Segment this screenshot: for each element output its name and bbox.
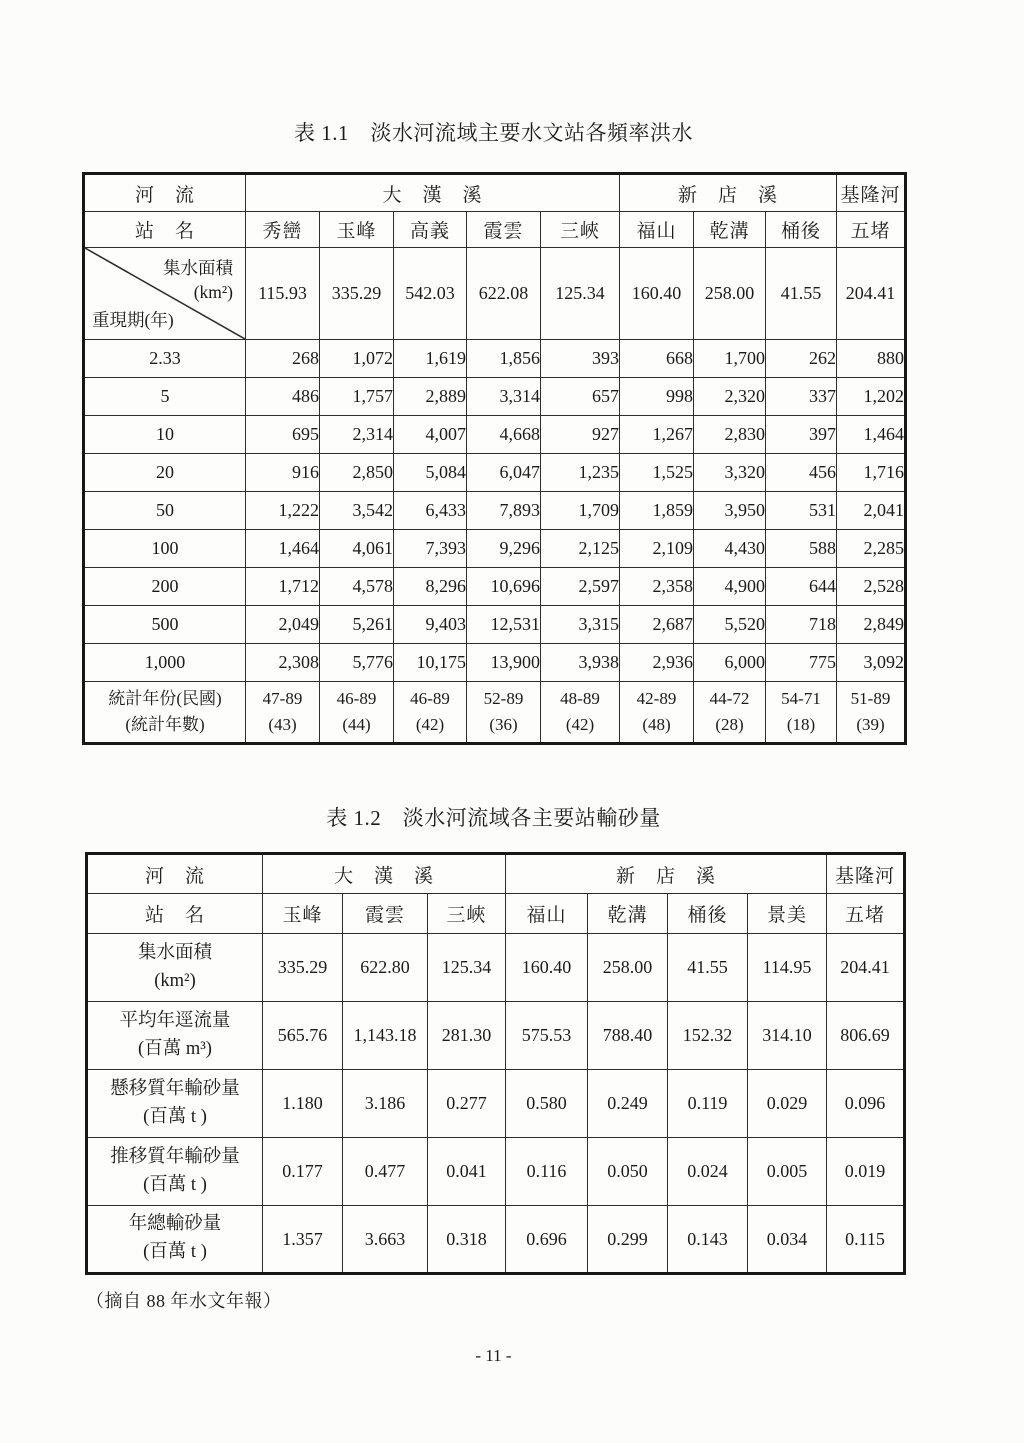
table1-return-period: 100 — [84, 530, 246, 568]
table1-area-value: 204.41 — [837, 248, 906, 340]
table1-flood-value: 2,308 — [246, 644, 320, 682]
table1-flood-value: 1,856 — [467, 340, 541, 378]
table2-value: 0.050 — [588, 1138, 668, 1206]
table1-station: 霞雲 — [467, 212, 541, 248]
table1-stats-cell — [320, 682, 394, 744]
table2-row-label — [87, 934, 263, 1002]
table1-station: 乾溝 — [694, 212, 766, 248]
table2-value: 152.32 — [668, 1002, 748, 1070]
table1-station: 玉峰 — [320, 212, 394, 248]
flood-frequency-table — [82, 172, 907, 745]
table1-flood-value: 2,125 — [541, 530, 620, 568]
table1-flood-value: 5,084 — [394, 454, 467, 492]
table1-data-row — [84, 644, 906, 682]
table1-station: 福山 — [620, 212, 694, 248]
table2-station-header: 站 名 — [87, 894, 263, 934]
table1-area-value: 622.08 — [467, 248, 541, 340]
table2-river-row — [87, 854, 905, 894]
table1-flood-value: 5,776 — [320, 644, 394, 682]
table1-stats-label — [84, 682, 246, 744]
table2-value: 622.80 — [343, 934, 428, 1002]
table1-flood-value: 2,109 — [620, 530, 694, 568]
table2-station: 乾溝 — [588, 894, 668, 934]
table2-row-label — [87, 1002, 263, 1070]
table1-data-row — [84, 340, 906, 378]
table1-flood-value: 2,041 — [837, 492, 906, 530]
table2-value: 314.10 — [748, 1002, 827, 1070]
table1-flood-value: 1,716 — [837, 454, 906, 492]
table1-flood-value: 3,315 — [541, 606, 620, 644]
table2-data-row — [87, 1002, 905, 1070]
table2-value: 0.277 — [428, 1070, 506, 1138]
table1-return-period: 50 — [84, 492, 246, 530]
table2-data-row — [87, 1206, 905, 1274]
table2-station: 景美 — [748, 894, 827, 934]
table1-flood-value: 2,049 — [246, 606, 320, 644]
table1-flood-value: 2,850 — [320, 454, 394, 492]
stats-years: 52-89 — [483, 688, 524, 708]
table1-area-value: 160.40 — [620, 248, 694, 340]
table1-flood-value: 13,900 — [467, 644, 541, 682]
table2-data-row — [87, 1070, 905, 1138]
table1-station: 五堵 — [837, 212, 906, 248]
table1-flood-value: 2,687 — [620, 606, 694, 644]
table1-data-row — [84, 416, 906, 454]
row-label-line2: (km²) — [154, 970, 196, 991]
table2-value: 335.29 — [263, 934, 343, 1002]
table2-value: 0.024 — [668, 1138, 748, 1206]
table2-value: 258.00 — [588, 934, 668, 1002]
table1-stats-cell — [694, 682, 766, 744]
table2-station: 桶後 — [668, 894, 748, 934]
table1-station: 三峽 — [541, 212, 620, 248]
table1-flood-value: 1,222 — [246, 492, 320, 530]
table2-station: 玉峰 — [263, 894, 343, 934]
table1-flood-value: 1,709 — [541, 492, 620, 530]
table1-flood-value: 1,757 — [320, 378, 394, 416]
table1-flood-value: 2,314 — [320, 416, 394, 454]
table1-flood-value: 4,668 — [467, 416, 541, 454]
table1-river-group-xindian: 新 店 溪 — [620, 174, 837, 212]
table1-flood-value: 6,000 — [694, 644, 766, 682]
table1-flood-value: 668 — [620, 340, 694, 378]
table1-return-period: 200 — [84, 568, 246, 606]
table1-stats-cell — [766, 682, 837, 744]
table1-stats-cell — [246, 682, 320, 744]
table1-flood-value: 2,358 — [620, 568, 694, 606]
table1-flood-value: 2,830 — [694, 416, 766, 454]
table2-value: 1,143.18 — [343, 1002, 428, 1070]
table1-flood-value: 644 — [766, 568, 837, 606]
row-label-line1: 推移質年輸砂量 — [110, 1146, 240, 1167]
table1-flood-value: 998 — [620, 378, 694, 416]
table1-flood-value: 5,520 — [694, 606, 766, 644]
table2-value: 125.34 — [428, 934, 506, 1002]
table2-data-row — [87, 934, 905, 1002]
table2-value: 575.53 — [506, 1002, 588, 1070]
table1-return-period: 10 — [84, 416, 246, 454]
stats-count: (48) — [642, 715, 671, 734]
table1-flood-value: 531 — [766, 492, 837, 530]
row-label-line2: (百萬 t ) — [143, 1242, 207, 1262]
table1-station: 秀巒 — [246, 212, 320, 248]
table2-row-label — [87, 1206, 263, 1274]
table2-value: 204.41 — [827, 934, 905, 1002]
table1-flood-value: 1,619 — [394, 340, 467, 378]
stats-years: 42-89 — [636, 688, 677, 708]
table1-flood-value: 337 — [766, 378, 837, 416]
table1-flood-value: 4,430 — [694, 530, 766, 568]
table1-flood-value: 3,950 — [694, 492, 766, 530]
table2-river-header: 河 流 — [87, 854, 263, 894]
table1-data-row — [84, 606, 906, 644]
table1-flood-value: 2,597 — [541, 568, 620, 606]
table2-value: 565.76 — [263, 1002, 343, 1070]
table1-return-period: 5 — [84, 378, 246, 416]
source-footnote: （摘自 88 年水文年報） — [86, 1291, 282, 1311]
table1-flood-value: 10,696 — [467, 568, 541, 606]
table1-flood-value: 1,464 — [246, 530, 320, 568]
table2-value: 0.029 — [748, 1070, 827, 1138]
stats-years: 47-89 — [262, 688, 303, 708]
table1-flood-value: 9,403 — [394, 606, 467, 644]
table2-value: 41.55 — [668, 934, 748, 1002]
table1-flood-value: 5,261 — [320, 606, 394, 644]
stats-years: 44-72 — [709, 688, 750, 708]
table1-flood-value: 8,296 — [394, 568, 467, 606]
table1-data-row — [84, 530, 906, 568]
table1-area-value: 335.29 — [320, 248, 394, 340]
table1-flood-value: 12,531 — [467, 606, 541, 644]
table1-flood-value: 2,936 — [620, 644, 694, 682]
table1-stats-cell — [620, 682, 694, 744]
table1-flood-value: 268 — [246, 340, 320, 378]
table1-flood-value: 397 — [766, 416, 837, 454]
table2-value: 788.40 — [588, 1002, 668, 1070]
table1-corner-cell — [84, 248, 246, 340]
table1-flood-value: 7,393 — [394, 530, 467, 568]
corner-top-unit: (km²) — [193, 281, 233, 302]
stats-count: (18) — [786, 715, 816, 734]
table1-stats-cell — [394, 682, 467, 744]
table2-row-label — [87, 1070, 263, 1138]
table2-value: 806.69 — [827, 1002, 905, 1070]
table2-value: 1.357 — [263, 1206, 343, 1274]
table1-flood-value: 1,235 — [541, 454, 620, 492]
table1-flood-value: 3,092 — [837, 644, 906, 682]
table1-flood-value: 393 — [541, 340, 620, 378]
table1-flood-value: 486 — [246, 378, 320, 416]
table1-flood-value: 3,542 — [320, 492, 394, 530]
stats-count: (43) — [268, 715, 297, 734]
table1-data-row — [84, 568, 906, 606]
table1-flood-value: 4,578 — [320, 568, 394, 606]
table1-station-header: 站 名 — [84, 212, 246, 248]
table1-stats-cell — [541, 682, 620, 744]
table2-value: 0.096 — [827, 1070, 905, 1138]
table2-station: 霞雲 — [343, 894, 428, 934]
stats-years: 54-71 — [781, 688, 821, 708]
stats-count: (39) — [856, 715, 885, 734]
table2-value: 0.041 — [428, 1138, 506, 1206]
table2-station: 三峽 — [428, 894, 506, 934]
table1-flood-value: 2,285 — [837, 530, 906, 568]
table1-flood-value: 2,849 — [837, 606, 906, 644]
row-label-line1: 年總輸砂量 — [128, 1214, 222, 1235]
table1-flood-value: 456 — [766, 454, 837, 492]
stats-years: 46-89 — [410, 688, 450, 708]
table2-value: 0.119 — [668, 1070, 748, 1138]
table1-flood-value: 1,525 — [620, 454, 694, 492]
table1-flood-value: 1,700 — [694, 340, 766, 378]
table2-value: 281.30 — [428, 1002, 506, 1070]
table1-flood-value: 1,464 — [837, 416, 906, 454]
table1-flood-value: 4,061 — [320, 530, 394, 568]
table1-flood-value: 916 — [246, 454, 320, 492]
table1-return-period: 2.33 — [84, 340, 246, 378]
table1-flood-value: 927 — [541, 416, 620, 454]
row-label-line2: (百萬 m³) — [138, 1038, 212, 1059]
table2-station: 福山 — [506, 894, 588, 934]
table1-flood-value: 7,893 — [467, 492, 541, 530]
table2-station: 五堵 — [827, 894, 905, 934]
corner-top-label: 集水面積 — [163, 258, 233, 278]
table1-flood-value: 2,528 — [837, 568, 906, 606]
table1-area-row — [84, 248, 906, 340]
table2-value: 0.034 — [748, 1206, 827, 1274]
table1-flood-value: 3,938 — [541, 644, 620, 682]
table2-value: 0.116 — [506, 1138, 588, 1206]
table1-flood-value: 695 — [246, 416, 320, 454]
table1-area-value: 115.93 — [246, 248, 320, 340]
table2-river-group-xindian: 新 店 溪 — [506, 854, 827, 894]
table1-flood-value: 6,433 — [394, 492, 467, 530]
row-label-line1: 集水面積 — [137, 942, 212, 963]
table1-area-value: 258.00 — [694, 248, 766, 340]
table1-flood-value: 588 — [766, 530, 837, 568]
row-label-line1: 懸移質年輸砂量 — [110, 1078, 240, 1099]
table1-area-value: 542.03 — [394, 248, 467, 340]
table1-data-row — [84, 492, 906, 530]
row-label-line2: (百萬 t ) — [143, 1174, 207, 1195]
stats-count: (42) — [565, 715, 595, 734]
stats-label-line1: 統計年份(民國) — [108, 688, 222, 708]
table1-flood-value: 9,296 — [467, 530, 541, 568]
table1-station-row — [84, 212, 906, 248]
table2-value: 114.95 — [748, 934, 827, 1002]
stats-years: 46-89 — [336, 688, 377, 708]
table1-flood-value: 775 — [766, 644, 837, 682]
table1-flood-value: 1,859 — [620, 492, 694, 530]
table2-station-row — [87, 894, 905, 934]
table2-row-label — [87, 1138, 263, 1206]
stats-years: 51-89 — [850, 688, 891, 708]
table1-river-group-dahan: 大 漢 溪 — [246, 174, 620, 212]
table2-value: 3.663 — [343, 1206, 428, 1274]
stats-years: 48-89 — [560, 688, 600, 708]
table1-return-period: 1,000 — [84, 644, 246, 682]
stats-count: (42) — [415, 715, 445, 734]
table1-flood-value: 10,175 — [394, 644, 467, 682]
table1-data-row — [84, 378, 906, 416]
table1-flood-value: 2,320 — [694, 378, 766, 416]
table2-river-group-keelung: 基隆河 — [827, 854, 905, 894]
table2-value: 0.477 — [343, 1138, 428, 1206]
table2-value: 160.40 — [506, 934, 588, 1002]
sediment-transport-table — [85, 852, 906, 1275]
table1-area-value: 41.55 — [766, 248, 837, 340]
table2-river-group-dahan: 大 漢 溪 — [263, 854, 506, 894]
table2-value: 0.177 — [263, 1138, 343, 1206]
table2-value: 0.318 — [428, 1206, 506, 1274]
table1-flood-value: 3,314 — [467, 378, 541, 416]
table1-flood-value: 262 — [766, 340, 837, 378]
table1-area-value: 125.34 — [541, 248, 620, 340]
corner-bottom-label: 重現期(年) — [92, 310, 174, 330]
table1-station: 高義 — [394, 212, 467, 248]
table2-value: 3.186 — [343, 1070, 428, 1138]
table2-value: 0.696 — [506, 1206, 588, 1274]
table1-river-group-keelung: 基隆河 — [837, 174, 906, 212]
table2-value: 0.249 — [588, 1070, 668, 1138]
table1-title: 表 1.1 淡水河流域主要水文站各頻率洪水 — [294, 121, 693, 145]
table1-flood-value: 4,900 — [694, 568, 766, 606]
table1-river-row — [84, 174, 906, 212]
table1-flood-value: 3,320 — [694, 454, 766, 492]
table1-flood-value: 1,072 — [320, 340, 394, 378]
table2-value: 0.299 — [588, 1206, 668, 1274]
table1-return-period: 500 — [84, 606, 246, 644]
table1-station: 桶後 — [766, 212, 837, 248]
table1-flood-value: 6,047 — [467, 454, 541, 492]
table1-flood-value: 1,202 — [837, 378, 906, 416]
table2-value: 0.143 — [668, 1206, 748, 1274]
page-number: - 11 - — [475, 1346, 512, 1365]
table1-flood-value: 4,007 — [394, 416, 467, 454]
table1-return-period: 20 — [84, 454, 246, 492]
stats-count: (28) — [715, 715, 744, 734]
table1-flood-value: 2,889 — [394, 378, 467, 416]
table1-flood-value: 1,712 — [246, 568, 320, 606]
table1-flood-value: 880 — [837, 340, 906, 378]
table1-data-row — [84, 454, 906, 492]
table2-value: 1.180 — [263, 1070, 343, 1138]
table2-value: 0.005 — [748, 1138, 827, 1206]
row-label-line2: (百萬 t ) — [143, 1106, 207, 1127]
table1-stats-row — [84, 682, 906, 744]
stats-label-line2: (統計年數) — [125, 715, 205, 734]
table2-data-row — [87, 1138, 905, 1206]
table1-flood-value: 657 — [541, 378, 620, 416]
table1-stats-cell — [467, 682, 541, 744]
table1-flood-value: 718 — [766, 606, 837, 644]
table2-value: 0.580 — [506, 1070, 588, 1138]
table2-value: 0.115 — [827, 1206, 905, 1274]
stats-count: (44) — [342, 715, 371, 734]
table1-river-header: 河 流 — [84, 174, 246, 212]
stats-count: (36) — [489, 715, 518, 734]
table2-value: 0.019 — [827, 1138, 905, 1206]
table1-stats-cell — [837, 682, 906, 744]
row-label-line1: 平均年逕流量 — [119, 1010, 231, 1031]
table2-title: 表 1.2 淡水河流域各主要站輸砂量 — [326, 806, 661, 830]
table1-flood-value: 1,267 — [620, 416, 694, 454]
